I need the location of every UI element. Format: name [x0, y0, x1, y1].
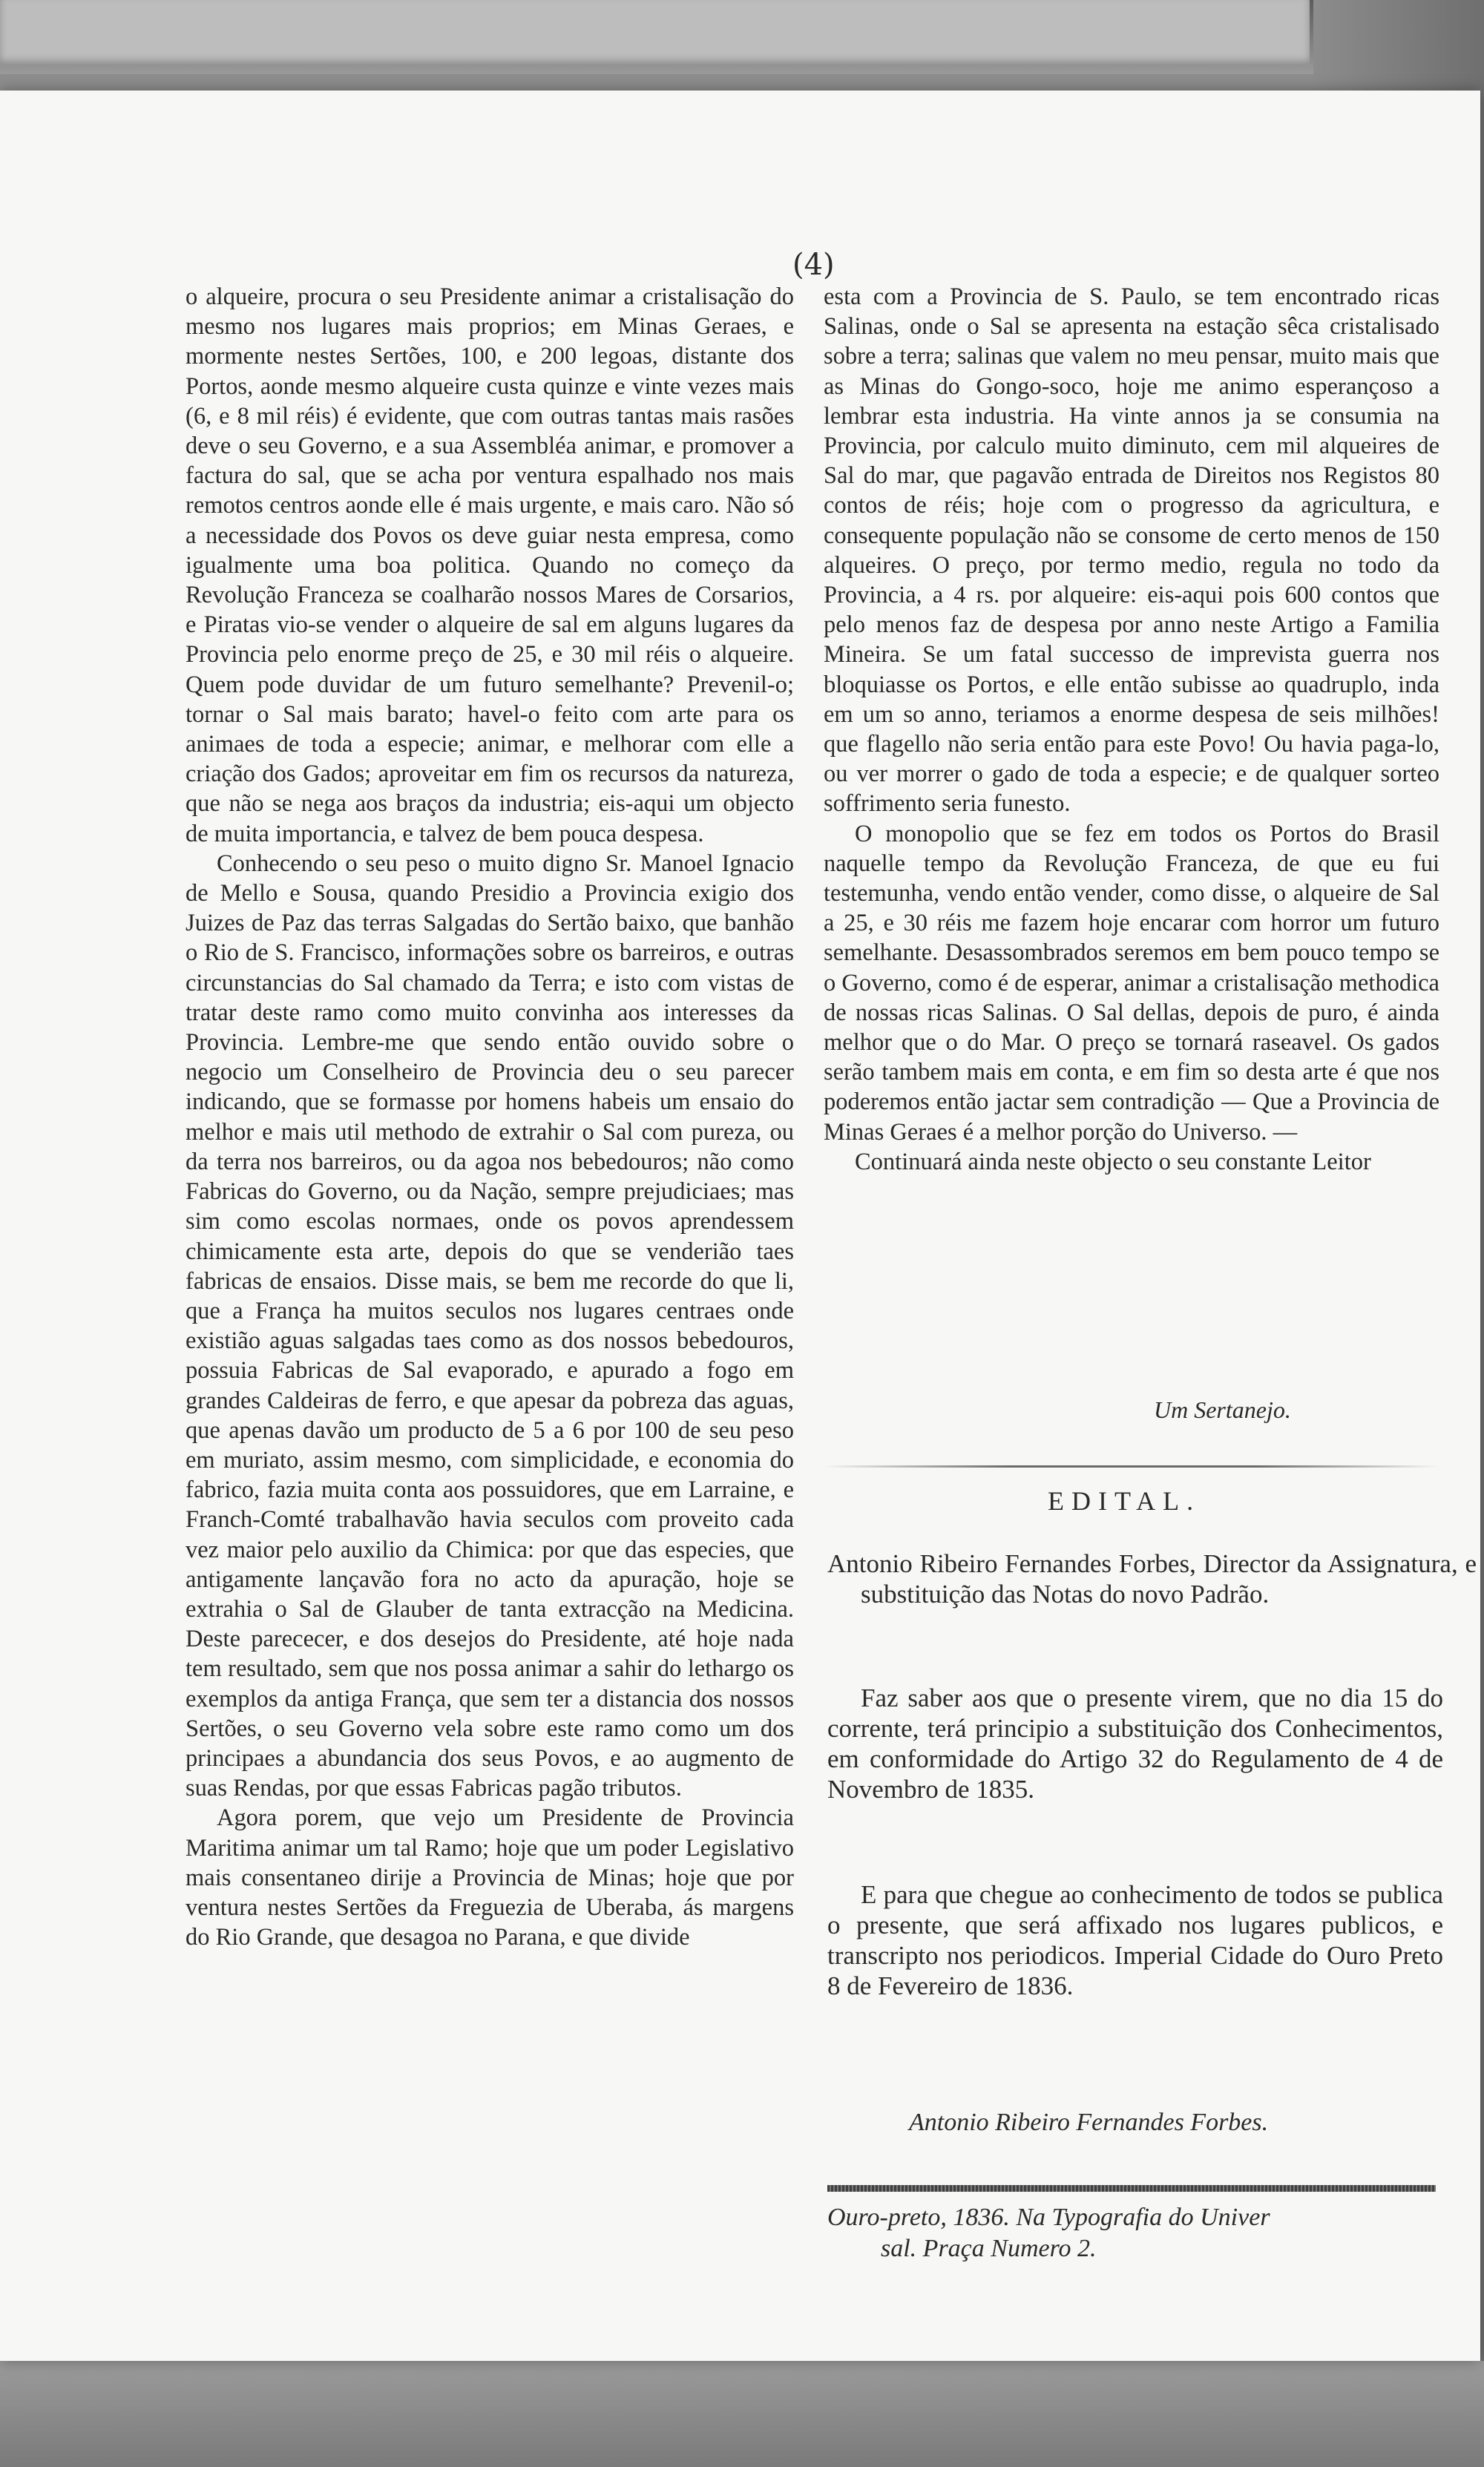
left-paragraph: o alqueire, procura o seu Presidente animar a cristalisação do mesmo nos lugares mais proprios; em Minas Geraes, e mormente nestes Sertões, 100, e 200 legoas, distante dos Portos, aonde mesmo alqueire custa quinze e vinte vezes mais (6, e 8 mil réis) é evidente, que com outras tantas mais rasões deve o seu Governo, e a sua Assembléa animar, e promover a factura do sal, que se acha por ventura espalhado nos mais remotos centros aonde elle é mais urgente, e mais caro. Não só a necessidade dos Povos os deve guiar nesta empresa, como igualmente uma boa politica. Quando no começo da Revolução Franceza se coalharão nossos Mares de Corsarios, e Piratas vio-se vender o alqueire de sal em alguns lugares da Provincia pelo enorme preço de 25, e 30 mil réis o alqueire. Quem pode duvidar de um futuro semelhante? Prevenil-o; tornar o Sal mais barato; havel-o feito com arte para os animaes de toda a especie; animar, e melhorar com elle a criação dos Gados; aproveitar em fim os recursos da natureza, que não se nega aos braços da industria; eis-aqui um objecto de muita importancia, e talvez de bem pouca despesa. — [186, 283, 794, 847]
scan-bottom-background — [0, 2361, 1484, 2467]
edital-signature: Antonio Ribeiro Fernandes Forbes. — [909, 2109, 1269, 2136]
left-paragraph: Agora porem, que vejo um Presidente de Provincia Maritima animar um tal Ramo; hoje que um poder Legislativo mais consentaneo dirije a Provincia de Minas; hoje que por ventura nestes Sertões da Freguezia de Uberaba, ás margens do Rio Grande, que desagoa no Parana, e que divide — [186, 1804, 794, 1951]
page-number: (4) — [792, 248, 835, 282]
imprint — [827, 2202, 1436, 2264]
right-paragraph: esta com a Provincia de S. Paulo, se tem encontrado ricas Salinas, onde o Sal se apresenta na estação sêca cristalisado sobre a terra; salinas que valem no meu pensar, muito mais que as Minas do Gongo-soco, hoje me animo esperançoso a lembrar esta industria. Ha vinte annos ja se consumia na Provincia, por calculo muito diminuto, cem mil alqueires de Sal do mar, que pagavão entrada de Direitos nos Registos 80 contos de réis; hoje com o progresso da agricultura, e consequente população não se consome de certo menos de 150 alqueires. O preço, por termo medio, regula no todo da Provincia, a 4 rs. por alqueire: eis-aqui pois 600 contos que pelo menos faz de despesa por anno neste Artigo a Familia Mineira. Se um fatal successo de imprevista guerra nos bloquiasse os Portos, e elle então subisse ao quadruplo, inda em um so anno, teriamos a enorme despesa de seis milhões! que flagello não seria então para este Povo! Ou havia paga-lo, ou ver morrer o gado de toda a especie; e de qualquer sorteo soffrimento seria funesto. — [824, 283, 1439, 818]
section-divider — [824, 1465, 1439, 1468]
left-column — [186, 282, 794, 2285]
article-signature: Um Sertanejo. — [1154, 1396, 1291, 1423]
footer-rule — [827, 2185, 1436, 2192]
left-paragraph: Conhecendo o seu peso o muito digno Sr. Manoel Ignacio de Mello e Sousa, quando Presidio a Provincia exigio dos Juizes de Paz das terras Salgadas do Sertão baixo, que banhão o Rio de S. Francisco, informações sobre os barreiros, e outras circunstancias do Sal chamado da Terra; e isto com vistas de tratar deste ramo como muito convinha aos interesses da Provincia. Lembre-me que sendo então ouvido sobre o negocio um Conselheiro de Provincia deu o seu parecer indicando, que se formasse por homens habeis um ensaio do melhor e mais util methodo de extrahir o Sal com pureza, ou da terra nos barreiros, ou da agoa nos bebedouros; não como Fabricas do Governo, ou da Nação, sempre prejudiciaes; mas sim como escolas normaes, onde os povos aprendessem chimicamente esta arte, depois do que se venderião taes fabricas de ensaios. Disse mais, se bem me recorde do que li, que a França ha muitos seculos nos lugares centraes onde existião aguas salgadas taes como as dos nossos bebedouros, possuia Fabricas de Sal evaporado, e apurado a fogo em grandes Caldeiras de ferro, e que apesar da pobreza das aguas, que apenas davão um producto de 5 a 6 por 100 de seu peso em muriato, assim mesmo, com simplicidade, e economia do fabrico, fazia muita conta aos possuidores, que em Larraine, e Franch-Comté trabalhavão havia seculos com proveito cada vez maior pelo auxilio da Chimica: por que das especies, que antigamente lançavão fora no acto da apuração, hoje se extrahia o Sal de Glauber de tanta extracção na Medicina. Deste parececer, e dos desejos do Presidente, até hoje nada tem resultado, sem que nos possa animar a sahir do lethargo os exemplos da antiga França, que sem ter a distancia dos nossos Sertões, o seu Governo vela sobre este ramo como um dos principaes a abundancia dos seus Povos, e ao augmento de suas Rendas, por que essas Fabricas pagão tributos. — [186, 850, 794, 1802]
edital-intro: Antonio Ribeiro Fernandes Forbes, Director da Assignatura, e substituição das Notas do novo Padrão. — [827, 1549, 1477, 1609]
right-column — [824, 282, 1439, 1380]
edital-paragraph: Faz saber aos que o presente virem, que no dia 15 do corrente, terá principio a substituição dos Conhecimentos, em conformidade do Artigo 32 do Regulamento de 4 de Novembro de 1835. — [827, 1683, 1443, 1804]
imprint-line: Ouro-preto, 1836. Na Typografia do Univer — [827, 2204, 1270, 2231]
right-paragraph: O monopolio que se fez em todos os Portos do Brasil naquelle tempo da Revolução Franceza, de que eu fui testemunha, vendo então vender, como disse, o alqueire de Sal a 25, e 30 réis me fazem hoje encarar com horror um futuro semelhante. Desassombrados seremos em bem pouco tempo se o Governo, como é de esperar, animar a cristalisação methodica de nossas ricas Salinas. O Sal dellas, depois de puro, é ainda melhor que o do Mar. O preço se tornará raseavel. Os gados serão tambem mais em conta, e em fim so desta arte é que nos poderemos então jactar sem contradição — Que a Provincia de Minas Geraes é a melhor porção do Universo. — — [824, 820, 1439, 1146]
right-paragraph: Continuará ainda neste objecto o seu constante Leitor — [855, 1148, 1371, 1175]
edital-heading: EDITAL. — [1048, 1486, 1201, 1516]
edital-paragraph: E para que chegue ao conhecimento de todos se publica o presente, que será affixado nos lugares publicos, e transcripto nos periodicos. Imperial Cidade do Ouro Preto 8 de Fevereiro de 1836. — [827, 1880, 1443, 2000]
previous-page-edge — [0, 0, 1310, 65]
imprint-line: sal. Praça Numero 2. — [881, 2235, 1097, 2262]
